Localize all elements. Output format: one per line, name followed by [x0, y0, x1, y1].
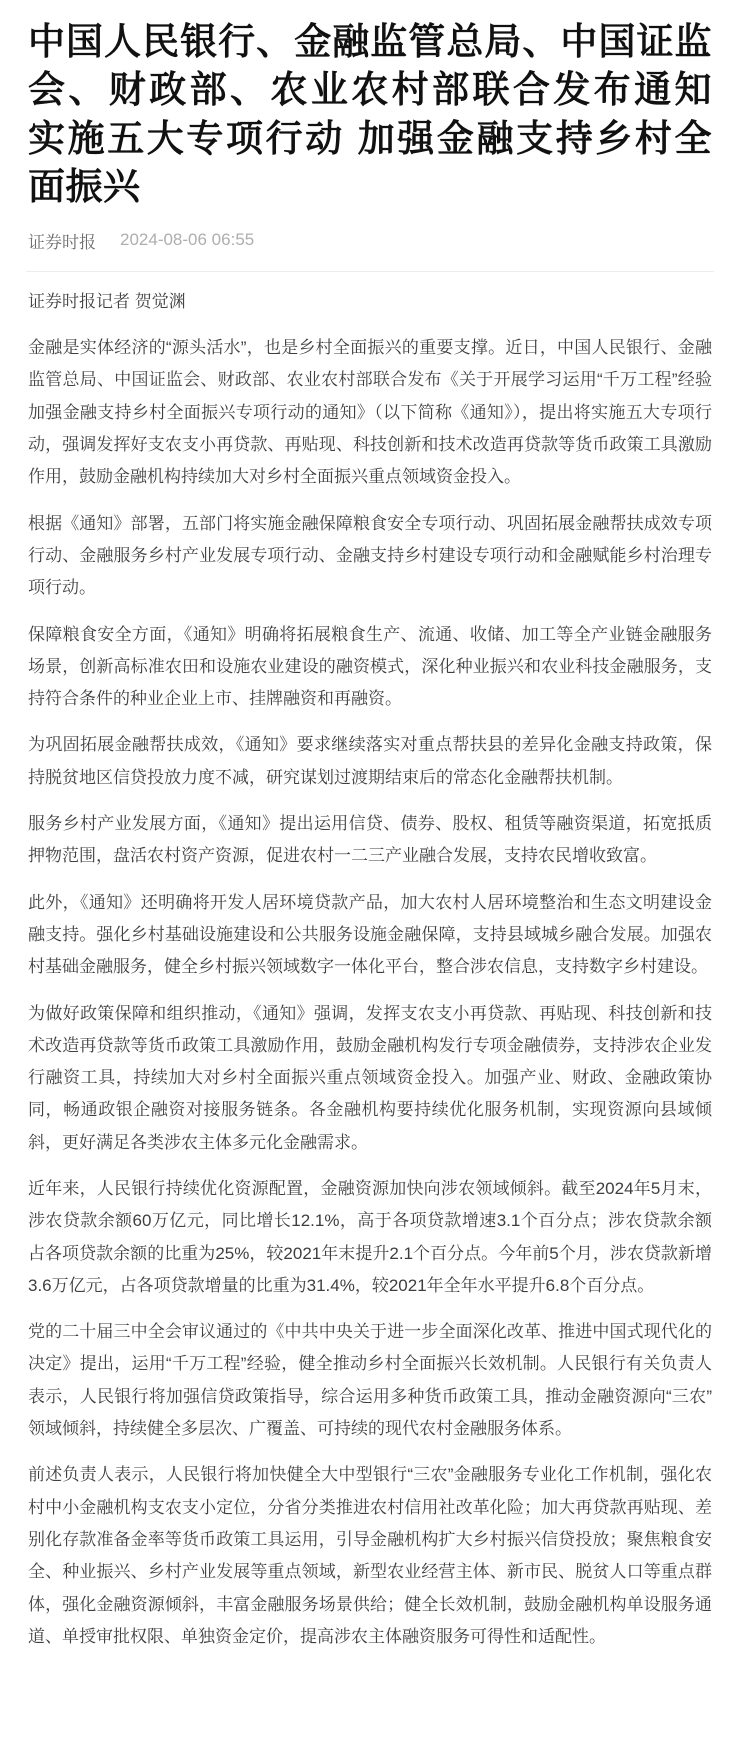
article-source[interactable]: 证券时报	[28, 232, 96, 252]
article-timestamp: 2024-08-06 06:55	[120, 230, 255, 250]
article-paragraph: 党的二十届三中全会审议通过的《中共中央关于进一步全面深化改革、推进中国式现代化的决定》提出，运用“千万工程”经验，健全推动乡村全面振兴长效机制。人民银行有关负责人表示，人民银行将加强信贷政策指导，综合运用多种货币政策工具，推动金融资源向“三农”领域倾斜，持续健全多层次、广覆盖、可持续的现代农村金融服务体系。	[28, 1322, 712, 1439]
article-body	[28, 286, 712, 1653]
article-meta	[28, 228, 712, 253]
article-paragraph: 金融是实体经济的“源头活水”，也是乡村全面振兴的重要支撑。近日，中国人民银行、金融监管总局、中国证监会、财政部、农业农村部联合发布《关于开展学习运用“千万工程”经验 加强金融支持乡村全面振兴专项行动的通知》（以下简称《通知》），提出将实施五大专项行动，强调发挥好支农支小再贷款、再贴现、科技创新和技术改造再贷款等货币政策工具激励作用，鼓励金融机构持续加大对乡村全面振兴重点领域资金投入。	[28, 338, 712, 487]
article-paragraph: 前述负责人表示，人民银行将加快健全大中型银行“三农”金融服务专业化工作机制，强化农村中小金融机构支农支小定位，分省分类推进农村信用社改革化险；加大再贷款再贴现、差别化存款准备金率等货币政策工具运用，引导金融机构扩大乡村振兴信贷投放；聚焦粮食安全、种业振兴、乡村产业发展等重点领域，新型农业经营主体、新市民、脱贫人口等重点群体，强化金融资源倾斜，丰富金融服务场景供给；健全长效机制，鼓励金融机构单设服务通道、单授审批权限、单独资金定价，提高涉农主体融资服务可得性和适配性。	[28, 1465, 712, 1646]
article-paragraph: 近年来，人民银行持续优化资源配置，金融资源加快向涉农领域倾斜。截至2024年5月末，涉农贷款余额60万亿元，同比增长12.1%，高于各项贷款增速3.1个百分点；涉农贷款余额占各项贷款余额的比重为25%，较2021年末提升2.1个百分点。今年前5个月，涉农贷款新增3.6万亿元，占各项贷款增量的比重为31.4%，较2021年全年水平提升6.8个百分点。	[28, 1179, 712, 1295]
article-paragraph: 此外，《通知》还明确将开发人居环境贷款产品，加大农村人居环境整治和生态文明建设金融支持。强化乡村基础设施建设和公共服务设施金融保障，支持县域城乡融合发展。加强农村基础金融服务，健全乡村振兴领域数字一体化平台，整合涉农信息，支持数字乡村建设。	[28, 892, 712, 977]
article-paragraph: 为做好政策保障和组织推动，《通知》强调，发挥支农支小再贷款、再贴现、科技创新和技术改造再贷款等货币政策工具激励作用，鼓励金融机构发行专项金融债券，支持涉农企业发行融资工具，持续加大对乡村全面振兴重点领域资金投入。加强产业、财政、金融政策协同，畅通政银企融资对接服务链条。各金融机构要持续优化服务机制，实现资源向县域倾斜，更好满足各类涉农主体多元化金融需求。	[28, 1003, 712, 1152]
article-paragraph: 根据《通知》部署，五部门将实施金融保障粮食安全专项行动、巩固拓展金融帮扶成效专项行动、金融服务乡村产业发展专项行动、金融支持乡村建设专项行动和金融赋能乡村治理专项行动。	[28, 513, 712, 598]
article-title: 中国人民银行、金融监管总局、中国证监会、财政部、农业农村部联合发布通知 实施五大专项行动 加强金融支持乡村全面振兴	[28, 21, 712, 208]
article-paragraph: 保障粮食安全方面，《通知》明确将拓展粮食生产、流通、收储、加工等全产业链金融服务场景，创新高标准农田和设施农业建设的融资模式，深化种业振兴和农业科技金融服务，支持符合条件的种业企业上市、挂牌融资和再融资。	[28, 624, 712, 709]
article-paragraph: 服务乡村产业发展方面，《通知》提出运用信贷、债券、股权、租赁等融资渠道，拓宽抵质押物范围，盘活农村资产资源，促进农村一二三产业融合发展，支持农民增收致富。	[28, 814, 712, 866]
article-paragraph: 为巩固拓展金融帮扶成效，《通知》要求继续落实对重点帮扶县的差异化金融支持政策，保持脱贫地区信贷投放力度不减，研究谋划过渡期结束后的常态化金融帮扶机制。	[28, 735, 712, 787]
article-byline: 证券时报记者 贺觉渊	[28, 291, 186, 311]
header-divider	[26, 271, 714, 272]
